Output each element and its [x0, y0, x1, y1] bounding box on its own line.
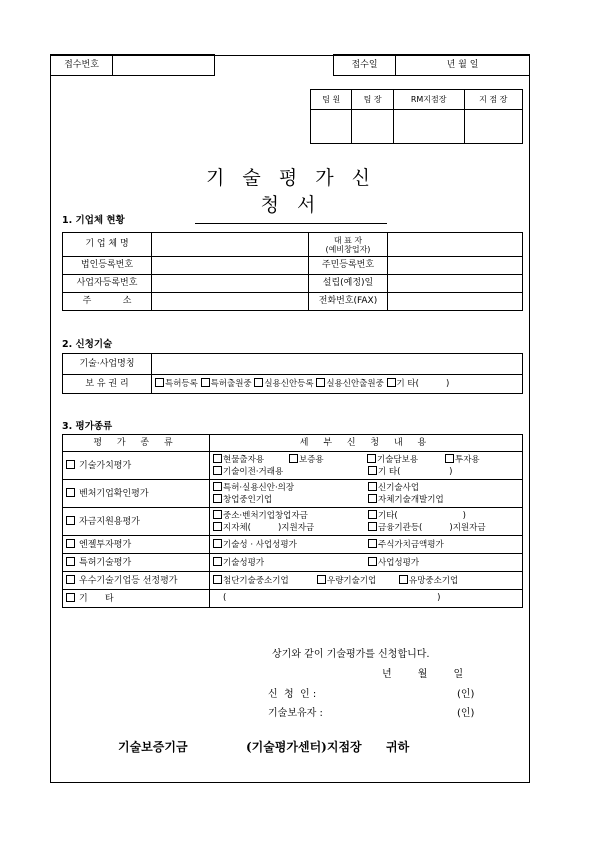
eval-type-cell[interactable] [63, 452, 210, 480]
checkbox[interactable] [368, 466, 377, 475]
detail-option-label: 중소·벤처기업창업자금 [223, 510, 308, 521]
approval-col-header: 팀 장 [352, 90, 393, 110]
receipt-header [50, 54, 530, 76]
checkbox[interactable] [213, 575, 222, 584]
corp-reg-label: 법인등록번호 [63, 257, 152, 275]
applicant-seal[interactable]: (인) [457, 689, 475, 700]
approval-sign-box[interactable] [464, 110, 522, 144]
detail-option-label: 금융기관등( )지원자금 [378, 522, 486, 533]
eval-col-header: 세 부 신 청 내 용 [210, 435, 523, 452]
approval-col-header: 지 점 장 [464, 90, 522, 110]
checkbox[interactable] [368, 539, 377, 548]
corp-reg-field[interactable] [152, 257, 309, 275]
center-name: (기술평가센터)지점장 [245, 740, 362, 754]
checkbox[interactable] [66, 539, 75, 548]
detail-option-label: 지자체( )지원자금 [223, 522, 315, 533]
eval-row [63, 554, 523, 572]
detail-option-label: 특허·실용신안·의장 [223, 482, 295, 493]
eval-type-cell[interactable] [63, 572, 210, 590]
checkbox[interactable] [368, 522, 377, 531]
detail-option-label: 첨단기술중소기업 [223, 575, 289, 586]
checkbox[interactable] [399, 575, 408, 584]
statement: 상기와 같이 기술평가를 신청합니다. [272, 649, 430, 660]
eval-type-label: 자금지원용평가 [79, 516, 140, 527]
company-table [62, 232, 523, 311]
eval-row [63, 508, 523, 536]
detail-line [213, 466, 519, 478]
rights-option[interactable]: 실용신안출원중 [316, 379, 383, 389]
addressee-line [118, 738, 409, 755]
detail-option-label: 창업중인기업 [223, 494, 273, 505]
checkbox[interactable] [368, 494, 377, 503]
checkbox[interactable] [66, 575, 75, 584]
eval-col-header: 평 가 종 류 [63, 435, 210, 452]
phone-label: 전화번호(FAX) [309, 293, 388, 311]
rights-option[interactable]: 실용신안등록 [254, 379, 313, 389]
approval-sign-box[interactable] [393, 110, 464, 144]
checkbox[interactable] [213, 466, 222, 475]
eval-detail-cell [210, 554, 523, 572]
detail-option-label: 기술이전·거래용 [223, 466, 284, 477]
detail-line [213, 482, 519, 494]
detail-option-label: 우량기술기업 [327, 575, 377, 586]
eval-type-cell[interactable] [63, 480, 210, 508]
eval-row [63, 480, 523, 508]
detail-option-label: 기술성 · 사업성평가 [223, 539, 297, 550]
detail-option[interactable] [367, 454, 445, 466]
detail-option[interactable] [213, 557, 368, 569]
detail-line [213, 575, 519, 587]
detail-option[interactable] [317, 575, 399, 587]
detail-option-label: 기타( ) [378, 510, 466, 521]
detail-option[interactable] [368, 510, 466, 522]
detail-option[interactable] [368, 482, 419, 494]
checkbox[interactable] [66, 516, 75, 525]
rights-option[interactable]: 기 타( ) [387, 379, 450, 389]
rights-options [152, 375, 523, 394]
eval-type-cell[interactable] [63, 554, 210, 572]
eval-type-label: 엔젤투자평가 [79, 539, 132, 550]
section-heading: 1. 기업체 현황 [62, 215, 125, 226]
eval-table [62, 434, 523, 608]
detail-option[interactable] [289, 454, 367, 466]
rights-label: 보 유 권 리 [63, 375, 152, 394]
eval-type-cell[interactable] [63, 590, 210, 608]
checkbox[interactable] [367, 454, 376, 463]
eval-type-label: 기술가치평가 [79, 460, 132, 471]
applicant-label: 신 청 인 : [268, 689, 317, 700]
company-name-label: 기 업 체 명 [63, 233, 152, 257]
checkbox[interactable] [213, 454, 222, 463]
receipt-date-field[interactable]: 년 월 일 [396, 55, 530, 76]
checkbox[interactable] [387, 378, 396, 387]
checkbox[interactable] [213, 522, 222, 531]
date-line: 년 월 일 [382, 669, 465, 680]
detail-option[interactable] [213, 466, 368, 478]
eval-detail-cell [210, 590, 523, 608]
detail-option[interactable] [213, 539, 368, 551]
phone-field[interactable] [388, 293, 523, 311]
checkbox[interactable] [155, 378, 164, 387]
founding-date-field[interactable] [388, 275, 523, 293]
detail-option[interactable] [368, 466, 452, 478]
checkbox[interactable] [66, 460, 75, 469]
ceo-label: 대 표 자 (예비창업자) [309, 233, 388, 257]
detail-option-label: 투자용 [455, 454, 480, 465]
checkbox[interactable] [317, 575, 326, 584]
rights-option[interactable]: 특허출원중 [201, 379, 252, 389]
detail-option-label: 기 타( ) [378, 466, 453, 477]
detail-option-label: 유망중소기업 [409, 575, 459, 586]
ceo-field[interactable] [388, 233, 523, 257]
approval-sign-box[interactable] [311, 110, 352, 144]
detail-option[interactable] [399, 575, 489, 587]
detail-line [213, 593, 519, 604]
approval-sign-box[interactable] [352, 110, 393, 144]
eval-detail-cell [210, 572, 523, 590]
checkbox[interactable] [254, 378, 263, 387]
page-title: 기 술 평 가 신 청 서 [195, 163, 387, 224]
eval-detail-cell [210, 508, 523, 536]
checkbox[interactable] [213, 557, 222, 566]
eval-row [63, 452, 523, 480]
detail-option-label: 기술담보용 [377, 454, 419, 465]
checkbox[interactable] [289, 454, 298, 463]
biz-reg-field[interactable] [152, 275, 309, 293]
eval-detail-cell [210, 536, 523, 554]
eval-type-label: 특허기술평가 [79, 557, 132, 568]
address-label: 주 소 [63, 293, 152, 311]
detail-option[interactable] [368, 539, 444, 551]
detail-line [213, 494, 519, 506]
section-heading: 3. 평가종류 [62, 421, 113, 432]
detail-line [213, 454, 519, 466]
eval-type-label: 우수기술기업등 선정평가 [79, 575, 178, 586]
eval-detail-cell [210, 452, 523, 480]
founding-date-label: 설립(예정)일 [309, 275, 388, 293]
eval-detail-cell [210, 480, 523, 508]
checkbox[interactable] [368, 510, 377, 519]
resident-no-label: 주민등록번호 [309, 257, 388, 275]
detail-option[interactable] [213, 510, 368, 522]
approval-col-header: 팀 원 [311, 90, 352, 110]
detail-option-label: 사업성평가 [378, 557, 420, 568]
org-name: 기술보증기금 [118, 740, 188, 754]
checkbox[interactable] [445, 454, 454, 463]
eval-row [63, 590, 523, 608]
detail-line [213, 510, 519, 522]
receipt-no-label: 접수번호 [51, 55, 113, 76]
receipt-no-field[interactable] [113, 55, 215, 76]
detail-option-label: 기술성평가 [223, 557, 265, 568]
detail-option[interactable] [213, 593, 441, 604]
checkbox[interactable] [201, 378, 210, 387]
address-field[interactable] [152, 293, 309, 311]
detail-option-label: 보증용 [299, 454, 324, 465]
tech-owner-seal[interactable]: (인) [457, 708, 475, 719]
tech-name-label: 기술·사업명칭 [63, 354, 152, 375]
detail-option[interactable] [213, 494, 368, 506]
company-name-field[interactable] [152, 233, 309, 257]
detail-option[interactable] [213, 482, 368, 494]
detail-option-label: 현물출자용 [223, 454, 265, 465]
checkbox[interactable] [213, 510, 222, 519]
detail-option[interactable] [213, 575, 317, 587]
detail-option[interactable] [445, 454, 505, 466]
checkbox[interactable] [368, 482, 377, 491]
tech-name-field[interactable] [152, 354, 523, 375]
checkbox[interactable] [213, 494, 222, 503]
tech-owner-label: 기술보유자 : [268, 708, 323, 719]
approval-col-header: RM지점장 [393, 90, 464, 110]
detail-line [213, 557, 519, 569]
checkbox[interactable] [66, 593, 75, 602]
eval-type-label: 기 타 [79, 593, 114, 604]
tech-table [62, 353, 523, 394]
eval-row [63, 536, 523, 554]
eval-row [63, 572, 523, 590]
receipt-date-label: 접수일 [334, 55, 396, 76]
section-heading: 2. 신청기술 [62, 339, 113, 350]
detail-option[interactable] [368, 522, 486, 534]
detail-line [213, 522, 519, 534]
detail-option-label: 주식가치금액평가 [378, 539, 444, 550]
approval-table [310, 89, 523, 144]
resident-no-field[interactable] [388, 257, 523, 275]
checkbox[interactable] [316, 378, 325, 387]
rights-option[interactable]: 특허등록 [155, 379, 198, 389]
detail-option-label: 자체기술개발기업 [378, 494, 444, 505]
checkbox[interactable] [213, 482, 222, 491]
eval-type-cell[interactable] [63, 536, 210, 554]
detail-option[interactable] [368, 557, 419, 569]
honorific: 귀하 [386, 740, 410, 754]
checkbox[interactable] [213, 539, 222, 548]
eval-type-cell[interactable] [63, 508, 210, 536]
detail-option[interactable] [213, 522, 368, 534]
detail-line [213, 539, 519, 551]
detail-option[interactable] [213, 454, 289, 466]
biz-reg-label: 사업자등록번호 [63, 275, 152, 293]
checkbox[interactable] [368, 557, 377, 566]
checkbox[interactable] [66, 488, 75, 497]
detail-option-label: ( ) [223, 593, 441, 603]
detail-option[interactable] [368, 494, 444, 506]
checkbox[interactable] [66, 557, 75, 566]
detail-option-label: 신기술사업 [378, 482, 420, 493]
eval-type-label: 벤처기업확인평가 [79, 488, 149, 499]
